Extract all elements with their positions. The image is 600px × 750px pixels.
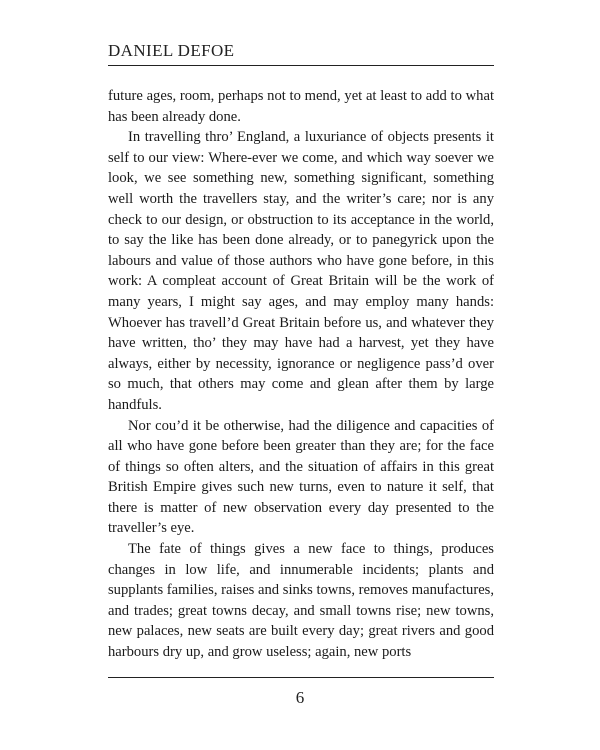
paragraph: The fate of things gives a new face to things, produces changes in low life, and innumerable incidents; plants and supplants families, raises and sinks towns, removes manufactures, and trades; great towns decay, and small towns rise; new towns, new palaces, new seats are built every day; great rivers and good harbours dry up, and grow useless; again, new ports xyxy=(108,541,494,661)
paragraph: In travelling thro’ England, a luxuriance of objects presents it self to our view: Where-ever we come, and which way soever we look, we see something new, something significant, something well worth the travellers stay, and the writer’s care; nor is any check to our design, or obstruction to its acceptance in the world, to say the like has been done already, or to panegyrick upon the labours and value of those authors who have gone before, in this work: A compleat account of Great Britain will be the work of many years, I might say ages, and may employ many hands: Whoever has travell’d Great Britain before us, and whatever they have written, tho’ they may have had a harvest, yet they have always, either by necessity, ignorance or negligence pass’d over so much, that others may come and glean after them by large handfuls. xyxy=(108,129,494,413)
paragraph-continued: future ages, room, perhaps not to mend, yet at least to add to what has been already done. xyxy=(108,88,494,125)
body-text xyxy=(108,86,494,663)
footer-rule xyxy=(108,677,494,678)
paragraph: Nor cou’d it be otherwise, had the diligence and capacities of all who have gone before been greater than they are; for the face of things so often alters, and the situation of affairs in this great British Empire gives such new turns, even to nature it self, that there is matter of new observation every day presented to the traveller’s eye. xyxy=(108,417,494,537)
page-number: 6 xyxy=(295,688,305,707)
running-header: DANIEL DEFOE xyxy=(108,41,235,60)
header-rule xyxy=(108,65,494,66)
